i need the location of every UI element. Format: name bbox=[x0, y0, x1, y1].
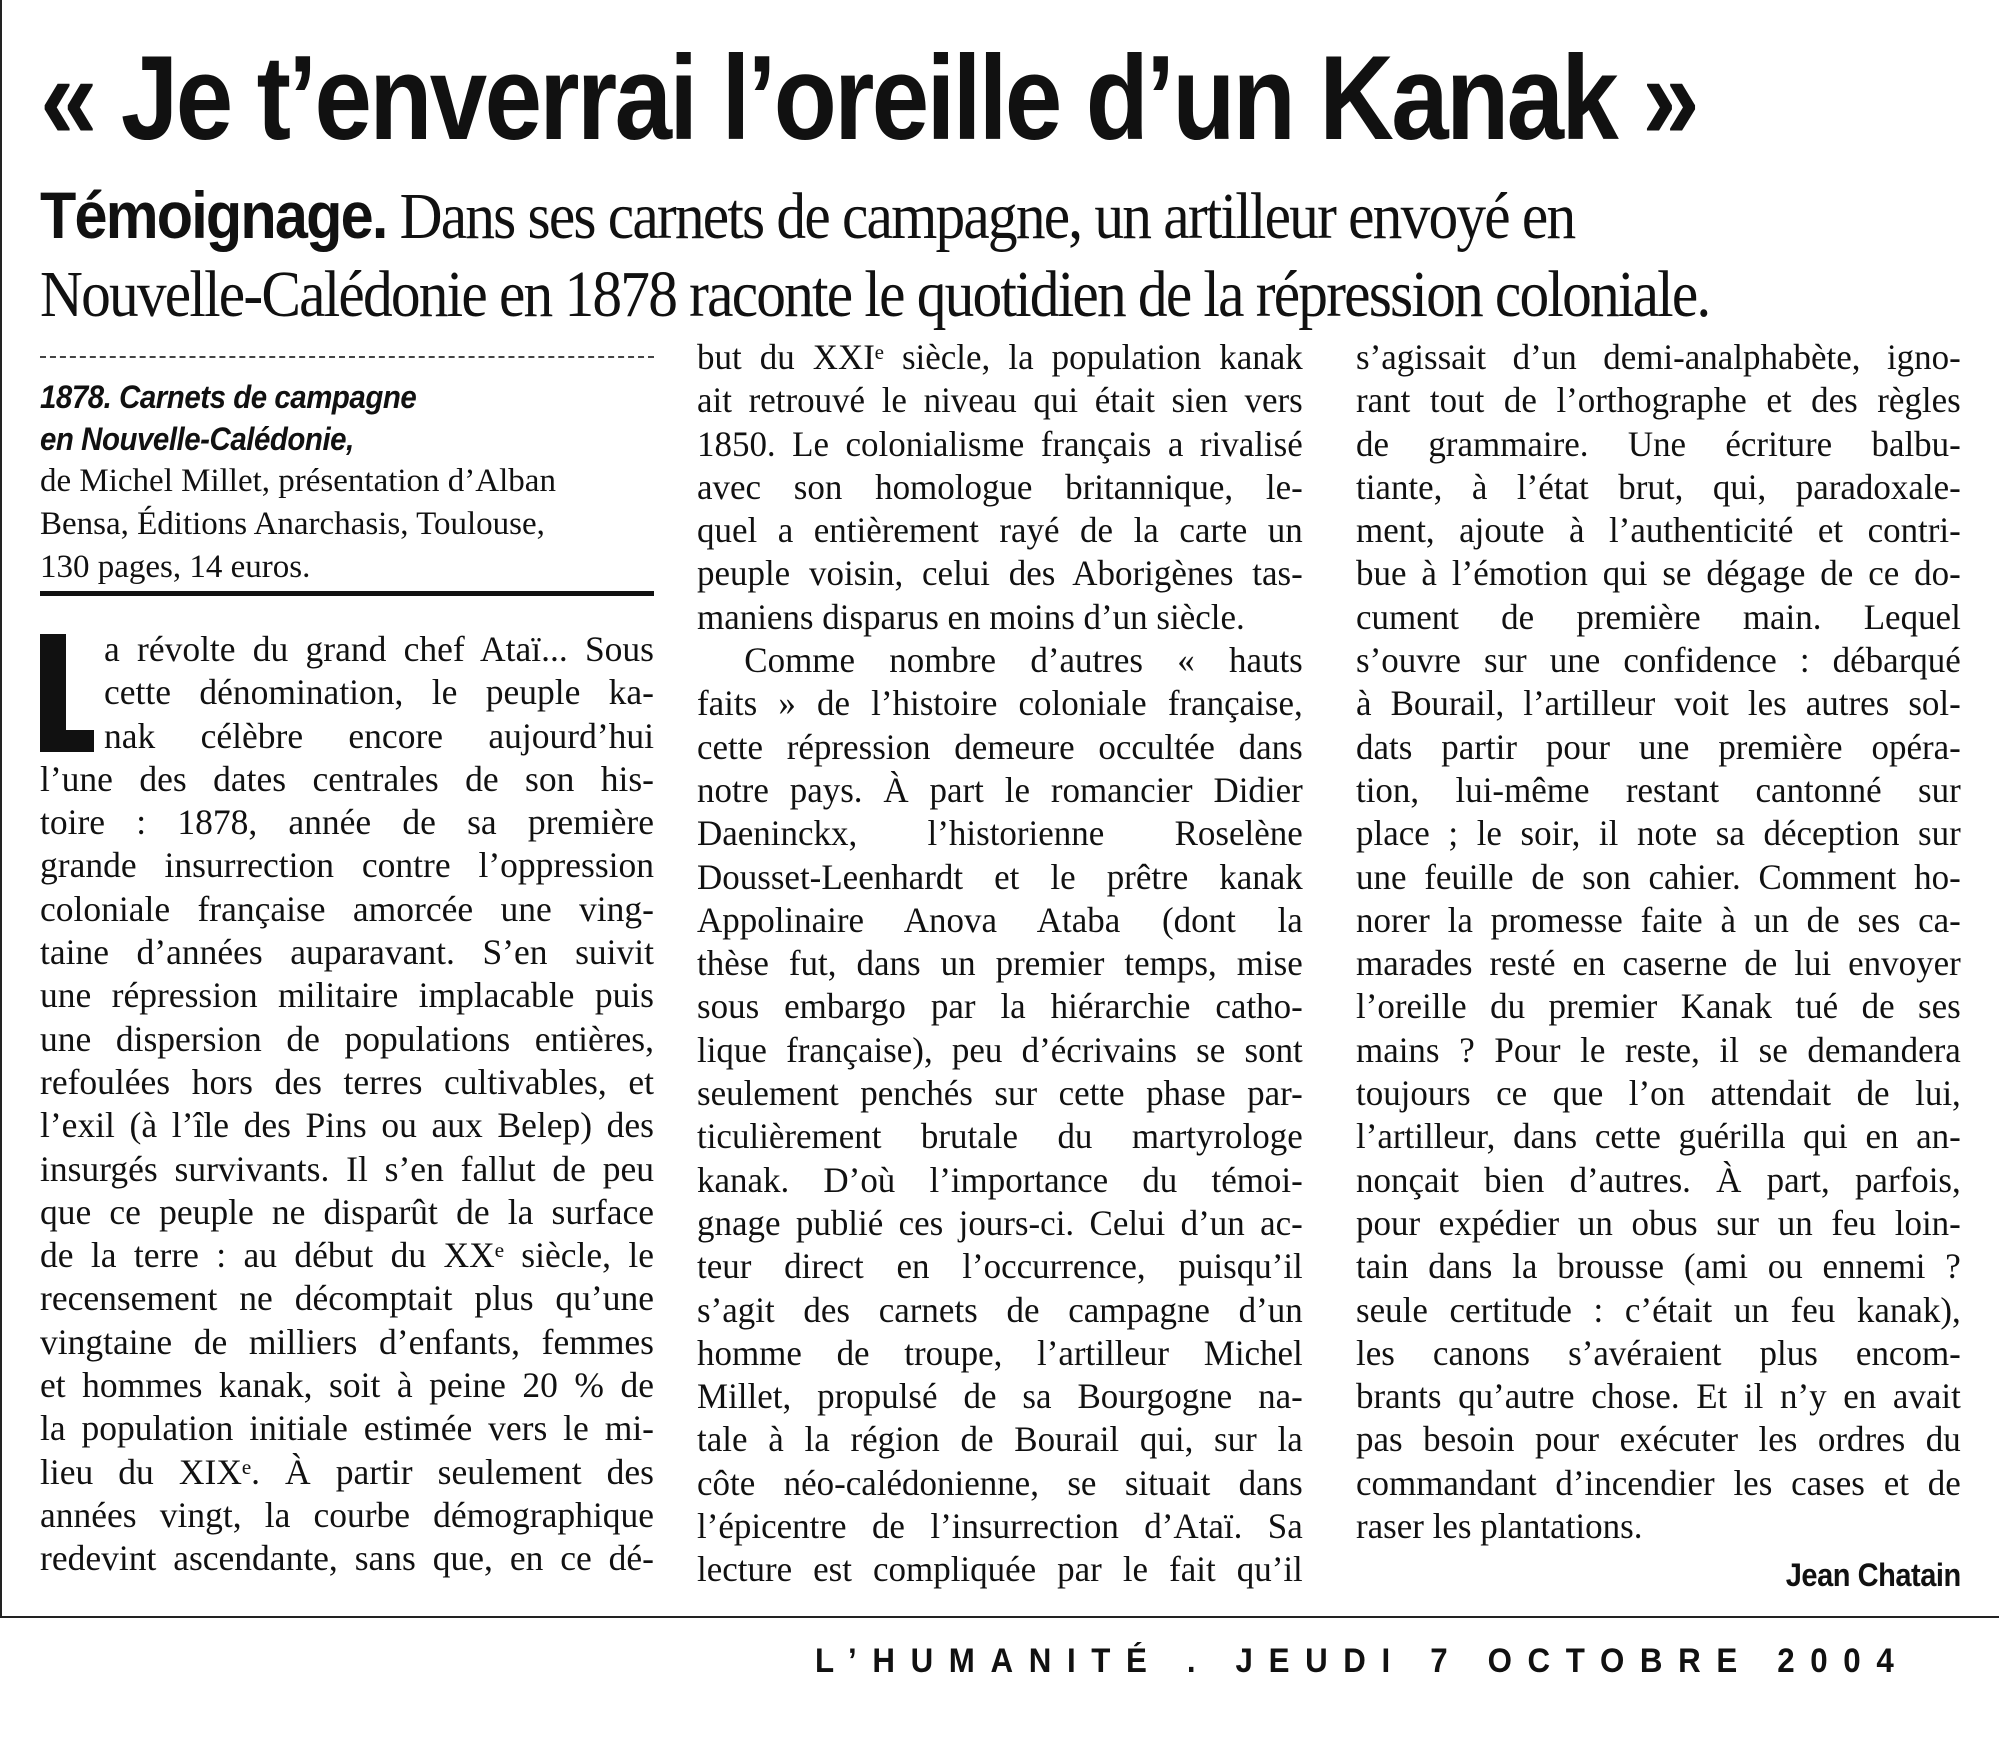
text-line: une feuille de son cahier. Comment ho- bbox=[1356, 856, 1961, 897]
text-line: maniens disparus en moins d’un siècle. bbox=[697, 596, 1245, 637]
book-info-line: 130 pages, 14 euros. bbox=[40, 549, 311, 585]
book-box bbox=[40, 376, 654, 596]
text-line: ticulièrement brutale du martyrologe bbox=[697, 1116, 1303, 1157]
text-line: que ce peuple ne disparût de la surface bbox=[40, 1191, 654, 1232]
text-line: lieu du XIXᵉ. À partir seulement des bbox=[40, 1451, 654, 1492]
text-line: ait retrouvé le niveau qui était sien vers bbox=[697, 380, 1303, 421]
text-line: l’exil (à l’île des Pins ou aux Belep) des bbox=[40, 1105, 654, 1146]
standfirst-line-2: Nouvelle-Calédonie en 1878 raconte le quotidien de la répression coloniale. bbox=[40, 258, 1710, 331]
text-line: peuple voisin, celui des Aborigènes tas- bbox=[697, 553, 1303, 594]
headline: « Je t’enverrai l’oreille d’un Kanak » bbox=[40, 31, 1698, 165]
text-line: une répression militaire implacable puis bbox=[40, 975, 654, 1016]
text-line: tain dans la brousse (ami ou ennemi ? bbox=[1356, 1246, 1961, 1287]
book-info bbox=[40, 460, 654, 589]
text-line: une dispersion de populations entières, bbox=[40, 1018, 654, 1059]
text-line: quel a entièrement rayé de la carte un bbox=[697, 510, 1303, 551]
text-line: tiante, à l’état brut, qui, paradoxale- bbox=[1356, 466, 1961, 507]
book-info-line: Bensa, Éditions Anarchasis, Toulouse, bbox=[40, 506, 545, 542]
text-line: but du XXIᵉ siècle, la population kanak bbox=[697, 337, 1303, 377]
text-line: Daeninckx, l’historienne Roselène bbox=[697, 813, 1303, 854]
dashed-divider bbox=[40, 356, 654, 358]
text-line: grande insurrection contre l’oppression bbox=[40, 845, 654, 886]
text-line: place ; le soir, il note sa déception sur bbox=[1356, 813, 1961, 854]
text-line: rant tout de l’orthographe et des règles bbox=[1356, 380, 1961, 421]
text-line: 1850. Le colonialisme français a rivalisé bbox=[697, 423, 1303, 464]
text-line: pas besoin pour exécuter les ordres du bbox=[1356, 1419, 1961, 1460]
text-line: cette dénomination, le peuple ka- bbox=[104, 672, 654, 713]
text-line: norer la promesse faite à un de ses ca- bbox=[1356, 899, 1961, 940]
text-line: sous embargo par la hiérarchie catho- bbox=[697, 986, 1303, 1027]
column-1 bbox=[40, 336, 654, 1581]
text-line: thèse fut, dans un premier temps, mise bbox=[697, 943, 1303, 984]
text-line: pour expédier un obus sur un feu loin- bbox=[1356, 1202, 1961, 1243]
text-line: kanak. D’où l’importance du témoi- bbox=[697, 1159, 1303, 1200]
text-line: mains ? Pour le reste, il se demandera bbox=[1356, 1029, 1961, 1070]
text-line: années vingt, la courbe démographique bbox=[40, 1494, 654, 1535]
book-title-line-2: en Nouvelle-Calédonie, bbox=[40, 421, 354, 457]
text-line: s’agit des carnets de campagne d’un bbox=[697, 1289, 1303, 1330]
text-line: dats partir pour une première opéra- bbox=[1356, 726, 1961, 767]
text-line: a révolte du grand chef Ataï... Sous bbox=[104, 629, 654, 669]
book-info-line: de Michel Millet, présentation d’Alban bbox=[40, 463, 556, 499]
standfirst-line-1 bbox=[40, 176, 1786, 256]
text-line: nonçait bien d’autres. À part, parfois, bbox=[1356, 1159, 1961, 1200]
text-line: toire : 1878, année de sa première bbox=[40, 802, 654, 843]
text-line: avec son homologue britannique, le- bbox=[697, 466, 1303, 507]
text-line: l’épicentre de l’insurrection d’Ataï. Sa bbox=[697, 1506, 1303, 1547]
text-line: de grammaire. Une écriture balbu- bbox=[1356, 423, 1961, 464]
text-line: cument de première main. Lequel bbox=[1356, 596, 1961, 637]
text-line: seulement penchés sur cette phase par- bbox=[697, 1073, 1303, 1114]
dropcap-L bbox=[40, 634, 94, 752]
text-line: Appolinaire Anova Ataba (dont la bbox=[697, 899, 1303, 940]
text-line: la population initiale estimée vers le mi- bbox=[40, 1408, 654, 1449]
text-line: l’artilleur, dans cette guérilla qui en an- bbox=[1356, 1116, 1961, 1157]
newspaper-footer: L’HUMANITÉ . JEUDI 7 OCTOBRE 2004 bbox=[815, 1642, 1910, 1680]
text-line: l’oreille du premier Kanak tué de ses bbox=[1356, 986, 1961, 1027]
text-line: lique française), peu d’écrivains se sont bbox=[697, 1029, 1303, 1070]
text-line: notre pays. À part le romancier Didier bbox=[697, 769, 1303, 810]
column-3 bbox=[1356, 336, 1961, 1598]
text-line: Dousset-Leenhardt et le prêtre kanak bbox=[697, 856, 1303, 897]
book-title-line-1: 1878. Carnets de campagne bbox=[40, 379, 417, 415]
text-line: cette répression demeure occultée dans bbox=[697, 726, 1303, 767]
text-line: tion, lui-même restant cantonné sur bbox=[1356, 769, 1961, 810]
text-line: Comme nombre d’autres « hauts bbox=[744, 640, 1303, 681]
text-line: raser les plantations. bbox=[1356, 1506, 1643, 1547]
text-line: toujours ce que l’on attendait de lui, bbox=[1356, 1073, 1961, 1114]
text-line: commandant d’incendier les cases et de bbox=[1356, 1462, 1961, 1503]
text-line: et hommes kanak, soit à peine 20 % de bbox=[40, 1365, 654, 1406]
article-body-column-1 bbox=[40, 628, 654, 1581]
text-line: refoulées hors des terres cultivables, et bbox=[40, 1061, 654, 1102]
text-line: seule certitude : c’était un feu kanak), bbox=[1356, 1289, 1961, 1330]
text-line: ment, ajoute à l’authenticité et contri- bbox=[1356, 510, 1961, 551]
column-2 bbox=[697, 336, 1303, 1592]
text-line: homme de troupe, l’artilleur Michel bbox=[697, 1332, 1303, 1373]
text-line: coloniale française amorcée une ving- bbox=[40, 888, 654, 929]
text-line: vingtaine de milliers d’enfants, femmes bbox=[40, 1321, 654, 1362]
text-line: lecture est compliquée par le fait qu’il bbox=[697, 1549, 1303, 1590]
text-line: taine d’années auparavant. S’en suivit bbox=[40, 932, 654, 973]
text-line: brants qu’autre chose. Et il n’y en avait bbox=[1356, 1376, 1961, 1417]
text-line: nak célèbre encore aujourd’hui bbox=[104, 715, 654, 756]
author-signature: Jean Chatain bbox=[1785, 1557, 1961, 1594]
text-line: s’agissait d’un demi-analphabète, igno- bbox=[1356, 337, 1961, 377]
text-line: faits » de l’histoire coloniale française, bbox=[697, 683, 1303, 724]
text-line: redevint ascendante, sans que, en ce dé- bbox=[40, 1538, 654, 1579]
text-line: gnage publié ces jours-ci. Celui d’un ac- bbox=[697, 1202, 1303, 1243]
text-line: marades resté en caserne de lui envoyer bbox=[1356, 943, 1961, 984]
text-line: de la terre : au début du XXᵉ siècle, le bbox=[40, 1235, 654, 1276]
text-line: Millet, propulsé de sa Bourgogne na- bbox=[697, 1376, 1303, 1417]
text-line: les canons s’avéraient plus encom- bbox=[1356, 1332, 1961, 1373]
text-line: côte néo-calédonienne, se situait dans bbox=[697, 1462, 1303, 1503]
standfirst bbox=[40, 176, 1980, 334]
text-line: s’ouvre sur une confidence : débarqué bbox=[1356, 640, 1961, 681]
text-line: insurgés survivants. Il s’en fallut de peu bbox=[40, 1148, 654, 1189]
text-line: l’une des dates centrales de son his- bbox=[40, 758, 654, 799]
text-line: à Bourail, l’artilleur voit les autres sol- bbox=[1356, 683, 1961, 724]
text-line: tale à la région de Bourail qui, sur la bbox=[697, 1419, 1303, 1460]
text-line: bue à l’émotion qui se dégage de ce do- bbox=[1356, 553, 1961, 594]
text-line: teur direct en l’occurrence, puisqu’il bbox=[697, 1246, 1303, 1287]
book-box-rule bbox=[40, 591, 654, 596]
standfirst-line-1-text: Dans ses carnets de campagne, un artilleur envoyé en bbox=[386, 180, 1575, 253]
standfirst-kicker: Témoignage. bbox=[40, 178, 387, 252]
text-line: recensement ne décomptait plus qu’une bbox=[40, 1278, 654, 1319]
